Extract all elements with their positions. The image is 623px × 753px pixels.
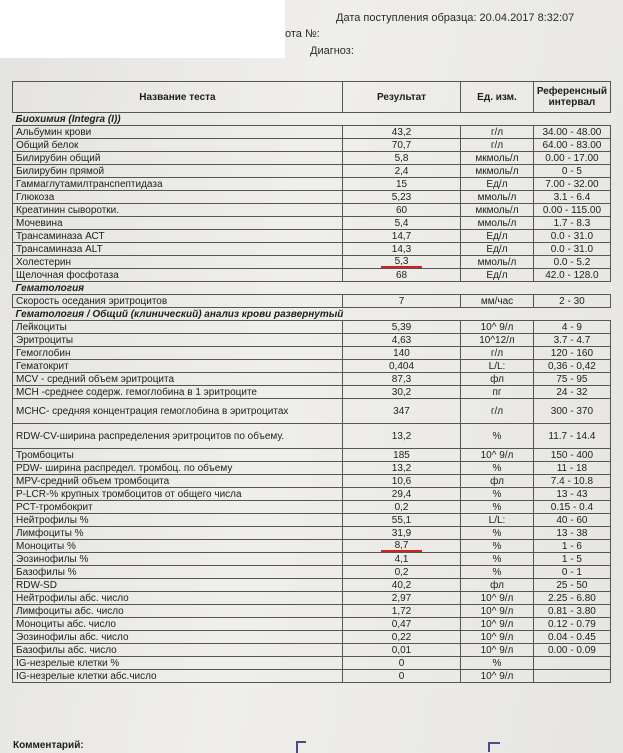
table-header-row xyxy=(13,82,611,113)
unit-cell: фл xyxy=(461,373,534,386)
reference-cell: 1 - 5 xyxy=(533,553,610,566)
result-cell: 0,01 xyxy=(342,644,460,657)
result-cell: 347 xyxy=(342,399,460,424)
unit-cell: % xyxy=(461,566,534,579)
reference-cell xyxy=(533,657,610,670)
unit-cell: 10^ 9/л xyxy=(461,644,534,657)
unit-cell: мкмоль/л xyxy=(461,165,534,178)
unit-cell: г/л xyxy=(461,139,534,152)
reference-cell: 0.0 - 5.2 xyxy=(533,256,610,269)
result-cell: 14,3 xyxy=(342,243,460,256)
test-name-cell: Креатинин сыворотки. xyxy=(13,204,343,217)
test-name-cell: Гематокрит xyxy=(13,360,343,373)
test-name-cell: Гаммаглутамилтранспептидаза xyxy=(13,178,343,191)
table-row xyxy=(13,295,611,308)
unit-cell: % xyxy=(461,488,534,501)
table-row xyxy=(13,165,611,178)
pen-mark xyxy=(488,742,500,752)
result-cell: 13,2 xyxy=(342,424,460,449)
test-name-cell: MPV-средний объем тромбоцита xyxy=(13,475,343,488)
reference-cell: 2 - 30 xyxy=(533,295,610,308)
reference-cell: 0 - 5 xyxy=(533,165,610,178)
test-name-cell: RDW-CV-ширина распределения эритроцитов по объему. xyxy=(13,424,343,449)
result-cell: 5,23 xyxy=(342,191,460,204)
table-row xyxy=(13,488,611,501)
results-table xyxy=(12,81,611,683)
reference-cell: 64.00 - 83.00 xyxy=(533,139,610,152)
test-name-cell: Моноциты % xyxy=(13,540,343,553)
reference-cell: 0.12 - 0.79 xyxy=(533,618,610,631)
unit-cell: г/л xyxy=(461,126,534,139)
result-cell-flagged xyxy=(342,256,460,269)
table-row xyxy=(13,605,611,618)
result-cell: 15 xyxy=(342,178,460,191)
col-header-result: Результат xyxy=(342,82,460,113)
result-cell: 0,2 xyxy=(342,501,460,514)
diagnosis-label: Диагноз: xyxy=(310,45,354,57)
test-name-cell: Билирубин общий xyxy=(13,152,343,165)
unit-cell: 10^12/л xyxy=(461,334,534,347)
unit-cell: L/L: xyxy=(461,360,534,373)
result-cell: 185 xyxy=(342,449,460,462)
table-row xyxy=(13,618,611,631)
unit-cell: % xyxy=(461,527,534,540)
section-header xyxy=(13,308,611,321)
unit-cell: г/л xyxy=(461,347,534,360)
table-row xyxy=(13,178,611,191)
test-name-cell: PCT-тромбокрит xyxy=(13,501,343,514)
test-name-cell: Нейтрофилы абс. число xyxy=(13,592,343,605)
test-name-cell: Трансаминаза ALT xyxy=(13,243,343,256)
unit-cell: мм/час xyxy=(461,295,534,308)
unit-cell: L/L: xyxy=(461,514,534,527)
result-cell: 2,4 xyxy=(342,165,460,178)
unit-cell: г/л xyxy=(461,399,534,424)
unit-cell: Ед/л xyxy=(461,178,534,191)
unit-cell: 10^ 9/л xyxy=(461,618,534,631)
reference-cell: 40 - 60 xyxy=(533,514,610,527)
unit-cell: % xyxy=(461,540,534,553)
reference-cell: 300 - 370 xyxy=(533,399,610,424)
result-cell: 87,3 xyxy=(342,373,460,386)
unit-cell: 10^ 9/л xyxy=(461,449,534,462)
unit-cell: 10^ 9/л xyxy=(461,605,534,618)
section-title: Гематология xyxy=(13,282,611,295)
result-cell: 5,39 xyxy=(342,321,460,334)
result-cell: 5,4 xyxy=(342,217,460,230)
table-row xyxy=(13,204,611,217)
test-name-cell: Глюкоза xyxy=(13,191,343,204)
unit-cell: % xyxy=(461,553,534,566)
result-cell: 60 xyxy=(342,204,460,217)
result-cell: 10,6 xyxy=(342,475,460,488)
test-name-cell: Лимфоциты % xyxy=(13,527,343,540)
test-name-cell: Базофилы абс. число xyxy=(13,644,343,657)
test-name-cell: Трансаминаза АСТ xyxy=(13,230,343,243)
unit-cell: мкмоль/л xyxy=(461,204,534,217)
result-cell: 31,9 xyxy=(342,527,460,540)
test-name-cell: Базофилы % xyxy=(13,566,343,579)
flagged-result-value: 8,7 xyxy=(381,541,423,552)
result-cell-flagged xyxy=(342,540,460,553)
result-cell: 4,1 xyxy=(342,553,460,566)
table-row xyxy=(13,321,611,334)
unit-cell: фл xyxy=(461,579,534,592)
unit-cell: 10^ 9/л xyxy=(461,631,534,644)
table-row xyxy=(13,670,611,683)
test-name-cell: Эозинофилы % xyxy=(13,553,343,566)
result-cell: 140 xyxy=(342,347,460,360)
test-name-cell: MCH -среднее содерж. гемоглобина в 1 эритроците xyxy=(13,386,343,399)
test-name-cell: PDW- ширина распредел. тромбоц. по объему xyxy=(13,462,343,475)
table-row xyxy=(13,230,611,243)
section-title: Гематология / Общий (клинический) анализ крови развернутый xyxy=(13,308,611,321)
reference-cell: 11.7 - 14.4 xyxy=(533,424,610,449)
table-row xyxy=(13,126,611,139)
result-cell: 5,8 xyxy=(342,152,460,165)
table-row xyxy=(13,139,611,152)
test-name-cell: MCV - средний объем эритроцита xyxy=(13,373,343,386)
unit-cell: 10^ 9/л xyxy=(461,670,534,683)
col-header-unit: Ед. изм. xyxy=(461,82,534,113)
unit-cell: % xyxy=(461,462,534,475)
test-name-cell: Щелочная фосфотаза xyxy=(13,269,343,282)
sample-date-value: 20.04.2017 8:32:07 xyxy=(479,12,575,24)
result-cell: 68 xyxy=(342,269,460,282)
test-name-cell: Мочевина xyxy=(13,217,343,230)
test-name-cell: Холестерин xyxy=(13,256,343,269)
table-row xyxy=(13,399,611,424)
test-name-cell: Лейкоциты xyxy=(13,321,343,334)
section-title: Биохимия (Integra (I)) xyxy=(13,113,611,126)
sample-date xyxy=(336,12,574,24)
test-name-cell: MCHC- средняя концентрация гемоглобина в эритроцитах xyxy=(13,399,343,424)
reference-cell: 24 - 32 xyxy=(533,386,610,399)
flagged-result-value: 5,3 xyxy=(381,257,423,268)
table-row xyxy=(13,514,611,527)
test-name-cell: Тромбоциты xyxy=(13,449,343,462)
reference-cell: 75 - 95 xyxy=(533,373,610,386)
sample-date-label: Дата поступления образца: xyxy=(336,12,477,24)
result-cell: 0,404 xyxy=(342,360,460,373)
reference-cell: 2.25 - 6.80 xyxy=(533,592,610,605)
unit-cell: % xyxy=(461,657,534,670)
test-name-cell: Билирубин прямой xyxy=(13,165,343,178)
reference-cell: 3.1 - 6.4 xyxy=(533,191,610,204)
unit-cell: ммоль/л xyxy=(461,191,534,204)
table-row xyxy=(13,347,611,360)
result-cell: 2,97 xyxy=(342,592,460,605)
result-cell: 14,7 xyxy=(342,230,460,243)
table-row xyxy=(13,644,611,657)
reference-cell: 34.00 - 48.00 xyxy=(533,126,610,139)
test-name-cell: Нейтрофилы % xyxy=(13,514,343,527)
table-row xyxy=(13,360,611,373)
reference-cell: 7.4 - 10.8 xyxy=(533,475,610,488)
order-number-label: ота №: xyxy=(285,28,320,40)
table-row xyxy=(13,579,611,592)
table-row xyxy=(13,501,611,514)
table-row xyxy=(13,592,611,605)
unit-cell: % xyxy=(461,501,534,514)
table-row xyxy=(13,243,611,256)
reference-cell: 11 - 18 xyxy=(533,462,610,475)
table-row xyxy=(13,449,611,462)
reference-cell: 120 - 160 xyxy=(533,347,610,360)
test-name-cell: IG-незрелые клетки абс.число xyxy=(13,670,343,683)
unit-cell: 10^ 9/л xyxy=(461,321,534,334)
test-name-cell: P-LCR-% крупных тромбоцитов от общего числа xyxy=(13,488,343,501)
result-cell: 0 xyxy=(342,670,460,683)
test-name-cell: Альбумин крови xyxy=(13,126,343,139)
result-cell: 43,2 xyxy=(342,126,460,139)
result-cell: 13,2 xyxy=(342,462,460,475)
test-name-cell: Эритроциты xyxy=(13,334,343,347)
table-row xyxy=(13,334,611,347)
reference-cell: 3.7 - 4.7 xyxy=(533,334,610,347)
reference-cell: 7.00 - 32.00 xyxy=(533,178,610,191)
unit-cell: % xyxy=(461,424,534,449)
test-name-cell: Эозинофилы абс. число xyxy=(13,631,343,644)
unit-cell: ммоль/л xyxy=(461,256,534,269)
table-row xyxy=(13,191,611,204)
table-row xyxy=(13,540,611,553)
unit-cell: Ед/л xyxy=(461,230,534,243)
table-row xyxy=(13,152,611,165)
pen-mark xyxy=(296,741,306,753)
test-name-cell: Лимфоциты абс. число xyxy=(13,605,343,618)
table-row xyxy=(13,475,611,488)
test-name-cell: RDW-SD xyxy=(13,579,343,592)
reference-cell: 25 - 50 xyxy=(533,579,610,592)
reference-cell: 1.7 - 8.3 xyxy=(533,217,610,230)
result-cell: 0 xyxy=(342,657,460,670)
unit-cell: 10^ 9/л xyxy=(461,592,534,605)
table-row xyxy=(13,386,611,399)
result-cell: 7 xyxy=(342,295,460,308)
reference-cell: 0,36 - 0,42 xyxy=(533,360,610,373)
reference-cell: 13 - 38 xyxy=(533,527,610,540)
section-header xyxy=(13,113,611,126)
reference-cell: 0.00 - 0.09 xyxy=(533,644,610,657)
result-cell: 0,47 xyxy=(342,618,460,631)
result-cell: 4,63 xyxy=(342,334,460,347)
result-cell: 29,4 xyxy=(342,488,460,501)
table-row xyxy=(13,631,611,644)
comment-label: Комментарий: xyxy=(13,740,84,751)
test-name-cell: Гемоглобин xyxy=(13,347,343,360)
reference-cell: 0.04 - 0.45 xyxy=(533,631,610,644)
table-row xyxy=(13,269,611,282)
reference-cell: 0.0 - 31.0 xyxy=(533,230,610,243)
result-cell: 30,2 xyxy=(342,386,460,399)
test-name-cell: Скорость оседания эритроцитов xyxy=(13,295,343,308)
section-header xyxy=(13,282,611,295)
test-name-cell: Моноциты абс. число xyxy=(13,618,343,631)
reference-cell: 0.00 - 17.00 xyxy=(533,152,610,165)
reference-cell xyxy=(533,670,610,683)
reference-cell: 0.15 - 0.4 xyxy=(533,501,610,514)
test-name-cell: Общий белок xyxy=(13,139,343,152)
result-cell: 1,72 xyxy=(342,605,460,618)
table-row xyxy=(13,553,611,566)
table-row xyxy=(13,217,611,230)
reference-cell: 0.81 - 3.80 xyxy=(533,605,610,618)
result-cell: 55,1 xyxy=(342,514,460,527)
test-name-cell: IG-незрелые клетки % xyxy=(13,657,343,670)
unit-cell: фл xyxy=(461,475,534,488)
result-cell: 0,2 xyxy=(342,566,460,579)
reference-cell: 0.0 - 31.0 xyxy=(533,243,610,256)
unit-cell: Ед/л xyxy=(461,269,534,282)
table-row xyxy=(13,424,611,449)
table-row xyxy=(13,462,611,475)
col-header-reference: Референсный интервал xyxy=(533,82,610,113)
table-row xyxy=(13,373,611,386)
reference-cell: 0 - 1 xyxy=(533,566,610,579)
result-cell: 0,22 xyxy=(342,631,460,644)
unit-cell: Ед/л xyxy=(461,243,534,256)
reference-cell: 1 - 6 xyxy=(533,540,610,553)
result-cell: 70,7 xyxy=(342,139,460,152)
reference-cell: 13 - 43 xyxy=(533,488,610,501)
table-row xyxy=(13,566,611,579)
unit-cell: ммоль/л xyxy=(461,217,534,230)
table-row xyxy=(13,527,611,540)
reference-cell: 42.0 - 128.0 xyxy=(533,269,610,282)
col-header-test: Название теста xyxy=(13,82,343,113)
table-row xyxy=(13,256,611,269)
redacted-area xyxy=(0,0,285,58)
result-cell: 40,2 xyxy=(342,579,460,592)
unit-cell: мкмоль/л xyxy=(461,152,534,165)
table-row xyxy=(13,657,611,670)
reference-cell: 150 - 400 xyxy=(533,449,610,462)
reference-cell: 0.00 - 115.00 xyxy=(533,204,610,217)
unit-cell: пг xyxy=(461,386,534,399)
reference-cell: 4 - 9 xyxy=(533,321,610,334)
